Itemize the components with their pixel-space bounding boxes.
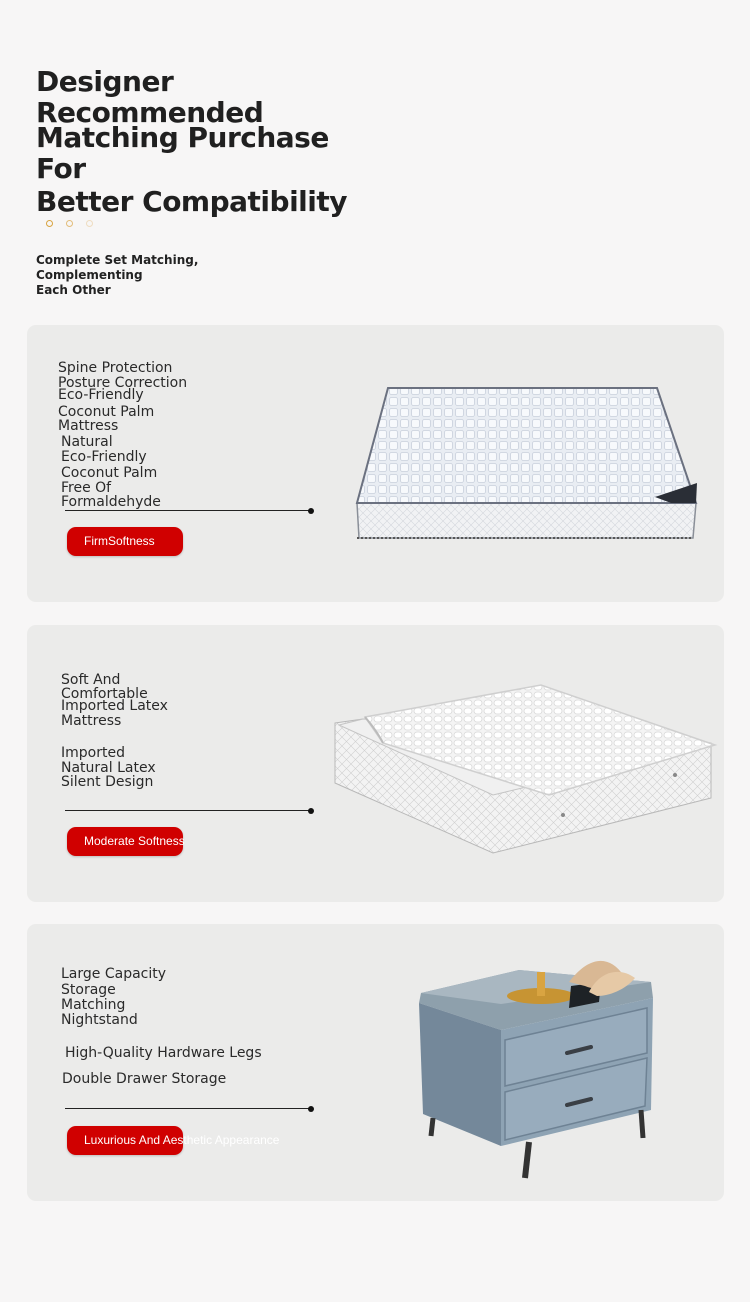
product-title [61, 967, 166, 1027]
feature-line: Silent Design [61, 774, 154, 790]
subtitle-line: Each Other [36, 283, 111, 297]
heading-line: Better Compatibility [36, 185, 348, 218]
pager-dots [46, 220, 93, 227]
feature-line: Imported [61, 745, 125, 761]
divider-line [65, 1108, 311, 1109]
title-line: Large Capacity [61, 966, 167, 982]
title-line: Matching [61, 997, 126, 1013]
tag-button[interactable] [67, 527, 183, 556]
title-line: Eco-Friendly [58, 387, 144, 403]
page-heading [36, 66, 376, 217]
heading-line: Matching Purchase For [36, 121, 329, 185]
title-line: Comfortable [61, 685, 148, 702]
title-line: Mattress [61, 712, 122, 729]
product-card-mattress[interactable] [27, 325, 724, 602]
product-title [61, 673, 168, 728]
divider-line [65, 810, 311, 811]
heading-line: Designer [36, 65, 174, 98]
dot-icon [86, 220, 93, 227]
mattress-icon [355, 385, 701, 545]
title-line: Imported Latex [61, 698, 168, 714]
product-features [61, 435, 161, 510]
title-line: Soft And [61, 672, 121, 688]
tag-label: Moderate Softness [84, 834, 185, 848]
heading-line: Recommended [36, 96, 264, 129]
tag-button[interactable] [67, 827, 183, 856]
feature-line: Double Drawer Storage [62, 1071, 227, 1087]
feature-line: Formaldehyde [61, 494, 161, 510]
feature-line: Natural [61, 434, 113, 450]
product-title [58, 361, 187, 434]
divider-line [65, 510, 311, 511]
feature-line: Eco-Friendly [61, 448, 147, 465]
feature-line: Coconut Palm [61, 465, 158, 481]
tag-label: FirmSoftness [84, 534, 155, 548]
dot-icon [66, 220, 73, 227]
title-line: Nightstand [61, 1011, 138, 1028]
title-line: Coconut Palm [58, 403, 155, 420]
latex-mattress-icon [333, 683, 717, 855]
feature-line: Free Of [61, 479, 112, 496]
feature-line: Natural Latex [61, 759, 156, 776]
title-line: Posture Correction [58, 374, 188, 391]
title-line: Storage [61, 981, 116, 998]
product-features [61, 746, 156, 790]
dot-icon [46, 220, 53, 227]
tag-label: Luxurious And Aesthetic Appearance [84, 1133, 280, 1147]
subtitle [36, 253, 296, 298]
product-card-latex-mattress[interactable] [27, 625, 724, 902]
subtitle-line: Complete Set Matching, Complementing [36, 253, 199, 282]
product-card-nightstand[interactable] [27, 924, 724, 1201]
title-line: Spine Protection [58, 360, 173, 376]
feature-line: High-Quality Hardware Legs [65, 1045, 262, 1061]
title-line: Mattress [58, 418, 119, 434]
tag-button[interactable] [67, 1126, 280, 1155]
nightstand-icon [419, 946, 655, 1182]
